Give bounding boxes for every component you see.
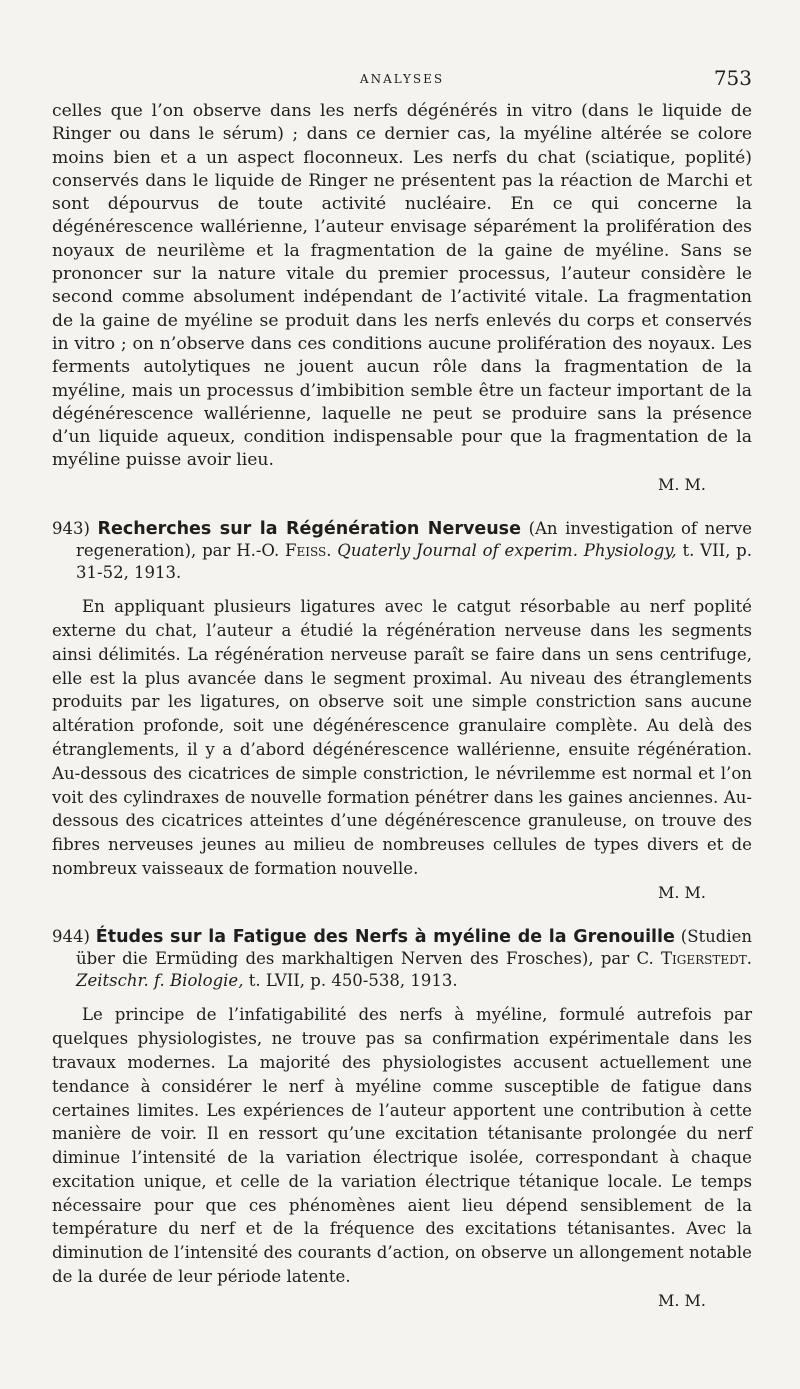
reviewer-signature: M. M. [657,1290,706,1310]
journal-page [52,60,752,1312]
review-entry-943 [52,518,752,904]
entry-heading [52,926,752,992]
page-number: 753 [713,66,752,90]
continued-review [52,100,752,496]
reviewer-signature: M. M. [657,882,706,902]
by-word: par [600,949,630,969]
journal-name: Quaterly Journal of experim. Physiology, [337,541,677,561]
author-name: C. Tigerstedt. [636,949,753,969]
entry-title: Études sur la Fatigue des Nerfs à myéline de la Grenouille [95,926,675,947]
entry-title: Recherches sur la Régénération Nerveuse [97,518,521,539]
by-word: par [202,541,231,561]
running-head [52,60,752,100]
original-title: (An investigation of nerve regeneration), [76,518,752,561]
entry-body: En appliquant plusieurs ligatures avec le catgut résorbable au nerf poplité externe du chat, l’auteur a étudié la régénération nerveuse dans les segments ainsi délimités. La régénération nerveuse paraît se faire dans un sens centrifuge, elle est la plus avancée dans le segment proximal. Au niveau des étranglements produits par les ligatures, on observe soit une simple constriction sans aucune altération profonde, soit une dégénérescence granulaire complète. Au delà des étranglements, il y a d’abord dégénérescence wallérienne, ensuite régénération. Au-dessous des cicatrices de simple constriction, le névrilemme est normal et l’on voit des cylindraxes de nouvelle formation pénétrer dans les gaines anciennes. Au-dessous des cicatrices atteintes d’une dégénérescence granuleuse, on trouve des fibres nerveuses jeunes au milieu de nombreuses cellules de types divers et de nombreux vaisseaux de formation nouvelle. [52,597,752,879]
reviewer-signature: M. M. [657,474,706,494]
entry-number: 944) [52,926,90,946]
review-entry-944 [52,926,752,1312]
entry-number: 943) [52,518,90,538]
citation: t. LVII, p. 450-538, 1913. [248,970,458,990]
entry-heading [52,518,752,584]
citation: t. VII, p. 31-52, 1913. [76,541,752,582]
running-title: ANALYSES [359,72,445,86]
original-title: (Studien über die Ermüding des markhaltigen Nerven des Frosches), [76,926,753,969]
entry-body: Le principe de l’infatigabilité des nerfs à myéline, formulé autrefois par quelques physiologistes, ne trouve pas sa confirmation expérimentale dans les travaux modernes. La majorité des physiologistes accusent actuellement une tendance à considérer le nerf à myéline comme susceptible de fatigue dans certaines limites. Les expériences de l’auteur apportent une contribution à cette manière de voir. Il en ressort qu’une excitation tétanisante prolongée du nerf diminue l’intensité de la variation électrique isolée, correspondant à chaque excitation unique, et celle de la variation électrique tétanique locale. Le temps nécessaire pour que ces phénomènes aient lieu dépend sensiblement de la température du nerf et de la fréquence des excitations tétanisantes. Avec la diminution de l’intensité des courants d’action, on observe un allongement notable de la durée de leur période latente. [52,1005,752,1287]
author-name: H.-O. Feiss. [236,541,332,561]
continued-paragraph: celles que l’on observe dans les nerfs dégénérés in vitro (dans le liquide de Ringer ou dans le sérum) ; dans ce dernier cas, la myéline altérée se colore moins bien et a un aspect floconneux. Les nerfs du chat (sciatique, poplité) conservés dans le liquide de Ringer ne présentent pas la réaction de Marchi et sont dépourvus de toute activité nucléaire. En ce qui concerne la dégénérescence wallérienne, l’auteur envisage séparément la prolifération des noyaux de neurilème et la fragmentation de la gaine de myéline. Sans se prononcer sur la nature vitale du premier processus, l’auteur considère le second comme absolument indépendant de l’activité vitale. La fragmentation de la gaine de myéline se produit dans les nerfs enlevés du corps et conservés in vitro ; on n’observe dans ces conditions aucune prolifération des noyaux. Les ferments autolytiques ne jouent aucun rôle dans la fragmentation de la myéline, mais un processus d’imbibition semble être un facteur important de la dégénérescence wallérienne, laquelle ne peut se produire sans la présence d’un liquide aqueux, condition indispensable pour que la fragmentation de la myéline puisse avoir lieu. [52,101,752,471]
journal-name: Zeitschr. f. Biologie, [76,970,244,990]
